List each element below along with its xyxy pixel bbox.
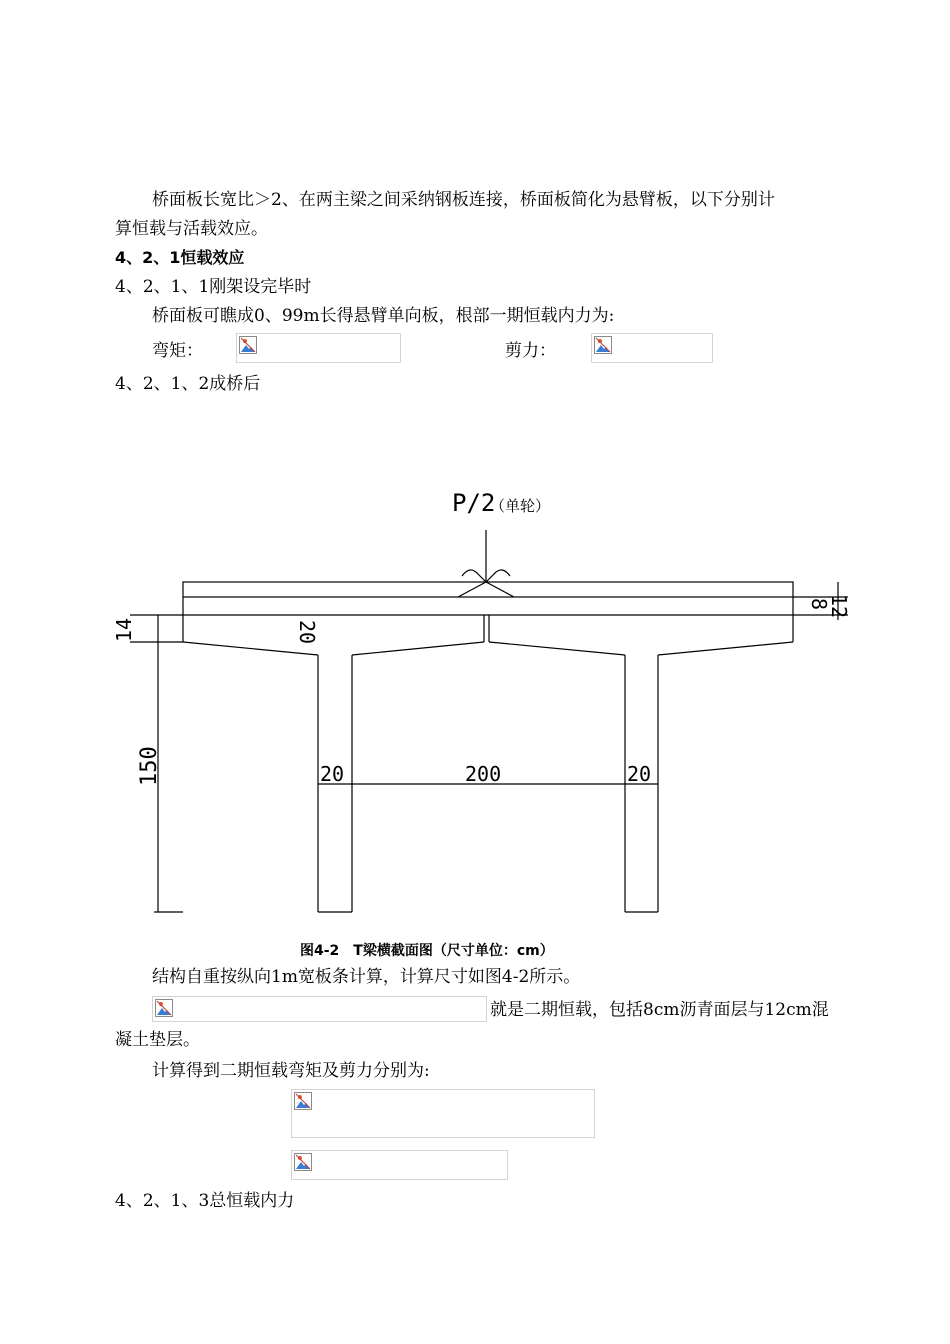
t-beam-cross-section-figure: [0, 480, 950, 930]
paragraph-second-phase-line2: 凝土垫层。: [115, 1030, 200, 1050]
second-phase-load-image: [152, 996, 487, 1022]
figure-caption: 图4-2 T梁横截面图（尺寸单位：cm）: [300, 943, 554, 959]
moment-formula-image: [236, 333, 401, 363]
load-label: P/2: [452, 489, 496, 517]
broken-image-icon: [239, 336, 257, 354]
heading-4-2-1-3: 4、2、1、3总恒载内力: [115, 1191, 295, 1211]
moment-label: 弯矩：: [152, 341, 203, 361]
broken-image-icon: [155, 999, 173, 1017]
shear-label: 剪力：: [505, 341, 556, 361]
paragraph-second-phase-tail: 就是二期恒载，包括8cm沥青面层与12cm混: [490, 1000, 829, 1020]
load-note: （单轮）: [490, 497, 551, 515]
paragraph-intro-line1: 桥面板长宽比＞2、在两主梁之间采纳钢板连接，桥面板简化为悬臂板，以下分别计: [152, 190, 775, 210]
broken-image-icon: [294, 1153, 312, 1171]
dim-20-right-label: 20: [627, 762, 652, 786]
second-phase-moment-image: [291, 1089, 595, 1138]
shear-formula-image: [591, 333, 713, 363]
paragraph-self-weight: 结构自重按纵向1m宽板条计算，计算尺寸如图4-2所示。: [152, 967, 581, 987]
paragraph-second-phase-result: 计算得到二期恒载弯矩及剪力分别为:: [152, 1061, 430, 1081]
broken-image-icon: [594, 336, 612, 354]
heading-4-2-1-2: 4、2、1、2成桥后: [115, 374, 261, 394]
dim-14-label: 14: [112, 617, 136, 642]
dim-20-web-label: 20: [295, 620, 319, 645]
second-phase-shear-image: [291, 1150, 508, 1180]
heading-4-2-1: 4、2、1恒载效应: [115, 248, 245, 267]
dim-8-label: 8: [807, 598, 831, 611]
paragraph-cantilever: 桥面板可瞧成0、99m长得悬臂单向板，根部一期恒载内力为:: [152, 306, 615, 326]
pavement-layer-top: [183, 582, 793, 597]
dim-12-label: 12: [827, 594, 851, 619]
dim-200-label: 200: [465, 762, 502, 786]
heading-4-2-1-1: 4、2、1、1刚架设完毕时: [115, 277, 312, 297]
broken-image-icon: [294, 1092, 312, 1110]
dim-150-label: 150: [137, 746, 162, 786]
dim-20-left-label: 20: [320, 762, 345, 786]
paragraph-intro-line2: 算恒载与活载效应。: [115, 219, 268, 239]
